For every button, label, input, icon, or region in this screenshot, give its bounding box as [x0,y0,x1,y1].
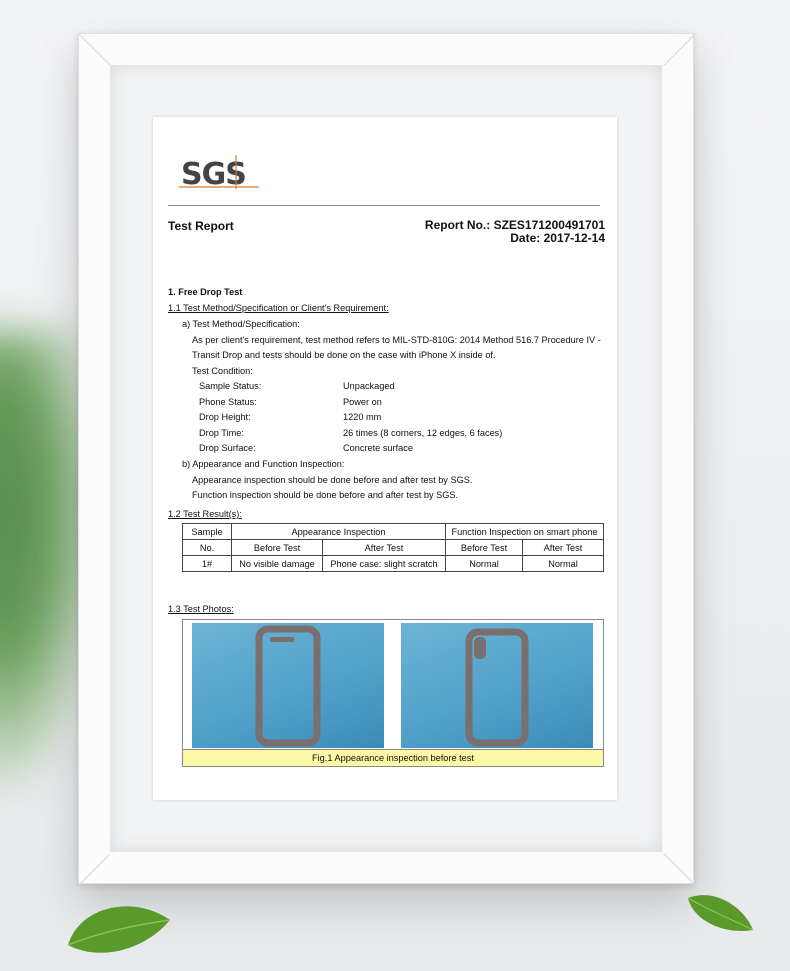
section-heading: 1. Free Drop Test [168,287,243,297]
before-header: Before Test [232,540,323,556]
table-cell: 1# [183,556,232,572]
condition-key: Phone Status: [199,397,257,407]
leaf-left-icon [60,890,175,965]
report-date: Date: 2017-12-14 [510,231,605,245]
condition-key: Sample Status: [199,381,262,391]
method-text-2: Transit Drop and tests should be done on the case with iPhone X inside of. [192,350,496,360]
appearance-header: Appearance Inspection [232,524,446,540]
condition-value: Concrete surface [343,443,413,453]
after-header: After Test [323,540,446,556]
inspection-text-1: Appearance inspection should be done before and after test by SGS. [192,475,473,485]
method-label: a) Test Method/Specification: [182,319,300,329]
condition-key: Drop Height: [199,412,251,422]
function-header: Function Inspection on smart phone [446,524,604,540]
method-text-1: As per client's requirement, test method refers to MIL-STD-810G: 2014 Method 516.7 Procedure IV - [192,335,601,345]
photo-case-back [401,623,593,748]
header-divider [168,205,600,206]
sample-header: Sample [183,524,232,540]
inspection-text-2: Function inspection should be done before and after test by SGS. [192,490,459,500]
condition-value: 26 times (8 corners, 12 edges, 6 faces) [343,428,503,438]
results-table [182,523,604,572]
report-meta [425,219,605,245]
phone-case-image [192,623,384,748]
no-header: No. [183,540,232,556]
logo-text: SGS [181,157,246,192]
table-cell: Normal [446,556,523,572]
photo-caption: Fig.1 Appearance inspection before test [183,749,603,766]
before-header: Before Test [446,540,523,556]
report-number: Report No.: SZES171200491701 [424,218,605,232]
subsection-1-3: 1.3 Test Photos: [168,604,234,614]
sgs-logo [179,155,259,191]
condition-key: Drop Surface: [199,443,256,453]
condition-value: Power on [343,397,382,407]
condition-label: Test Condition: [192,366,253,376]
condition-value: Unpackaged [343,381,395,391]
table-row [183,556,604,572]
table-cell: Phone case: slight scratch [323,556,446,572]
phone-case-image [401,623,593,748]
inspection-label: b) Appearance and Function Inspection: [182,459,345,469]
subsection-1-2: 1.2 Test Result(s): [168,509,242,519]
test-photos [182,619,604,767]
report-title: Test Report [168,219,234,233]
table-cell: No visible damage [232,556,323,572]
report-document [153,117,617,800]
leaf-right-icon [683,890,758,940]
subsection-1-1: 1.1 Test Method/Specification or Client's Requirement: [168,303,389,313]
condition-key: Drop Time: [199,428,244,438]
photo-case-front [192,623,384,748]
table-cell: Normal [523,556,604,572]
after-header: After Test [523,540,604,556]
logo-crosshair-icon [179,155,259,191]
condition-value: 1220 mm [343,412,382,422]
